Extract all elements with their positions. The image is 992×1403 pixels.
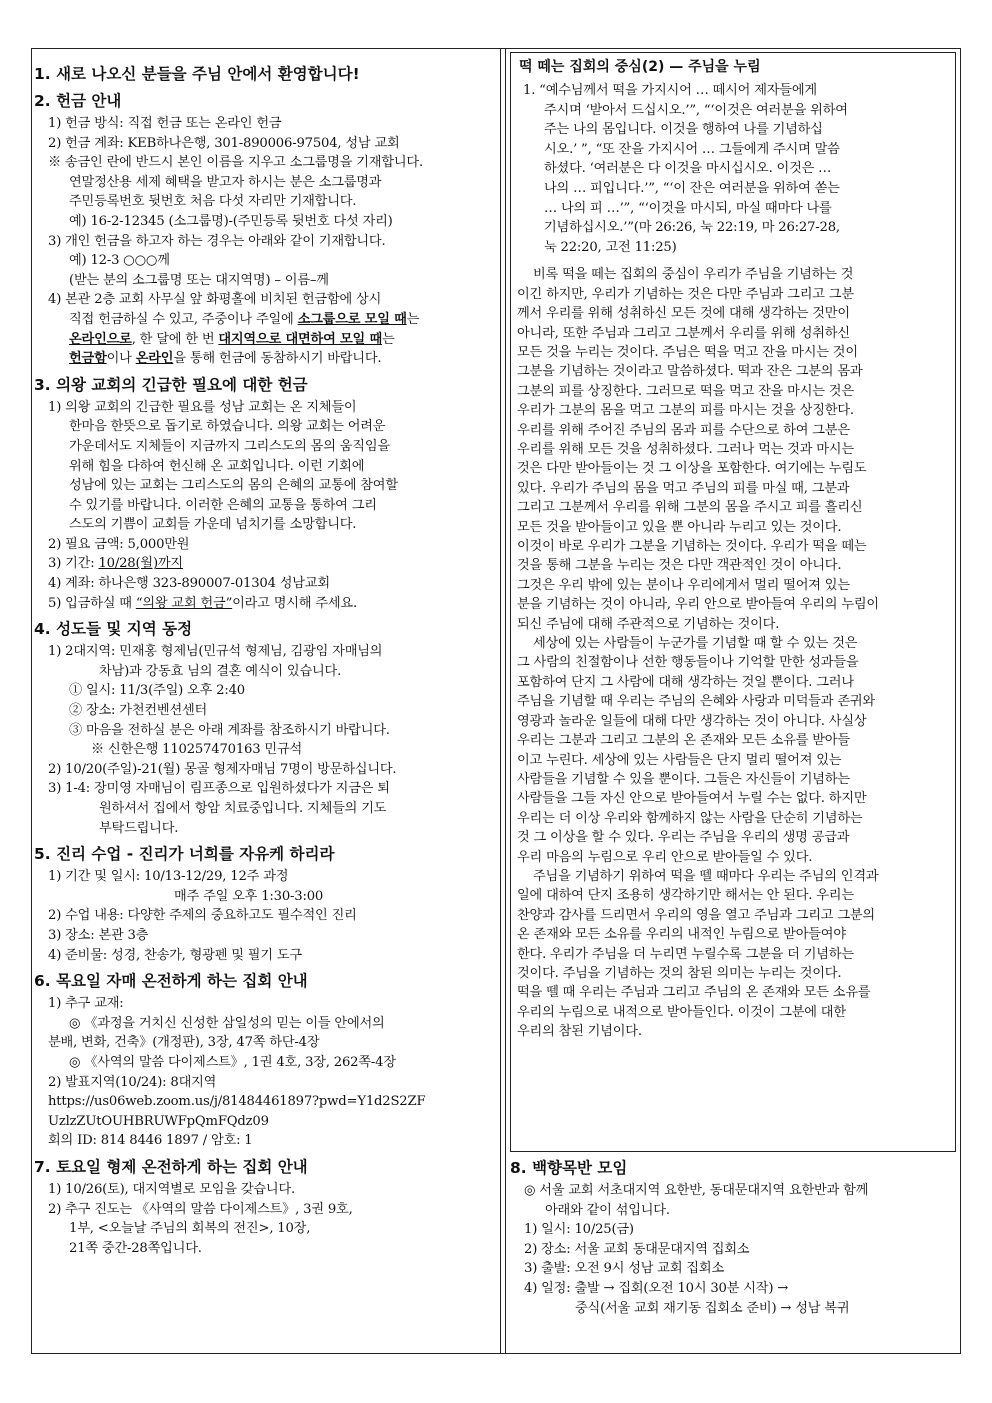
text-line: 3) 출발: 오전 9시 성남 교회 집회소	[524, 1261, 724, 1277]
text-line: 주는 나의 몸입니다. 이것을 행하여 나를 기념하십	[544, 122, 823, 138]
paragraph	[517, 634, 949, 867]
text-line: 우리의 누림으로 내적으로 받아들인다. 이것이 그분에 대한	[517, 1004, 846, 1020]
text-line: 3) 1-4: 장미영 자매님이 림프종으로 입원하셨다가 지금은 퇴	[48, 781, 390, 797]
text-line: 차남)과 강동효 님의 결혼 예식이 있습니다.	[99, 663, 342, 679]
text-line: 1) 의왕 교회의 긴급한 필요를 성남 교회는 온 지체들이	[48, 399, 357, 415]
emphasis-text: 대지역으로 대면하여 모일 때	[218, 331, 383, 347]
text-line: 찬양과 감사를 드리면서 우리의 영을 열고 주님과 그리고 그분의	[517, 907, 875, 923]
text-line: 회의 ID: 814 8446 1897 / 암호: 1	[48, 1133, 253, 1149]
text-line: 가운데서도 지체들이 지금까지 그리스도의 몸의 움직임을	[69, 438, 390, 454]
text-line: 1) 기간 및 일시: 10/13-12/29, 12주 과정	[48, 869, 289, 885]
text-line: 예) 12-3 ○○○께	[69, 253, 170, 269]
text-line: 그분의 피를 상징한다. 그러므로 떡을 먹고 잔을 마시는 것은	[517, 383, 854, 399]
text-line: 우리는 더 이상 우리와 함께하지 않는 사람을 단순히 기념하는	[517, 810, 863, 826]
text-line: 모든 것을 받아들이고 있을 뿐 아니라 누리고 있는 것이다.	[517, 519, 842, 535]
text-line: 2) 추구 진도는 《사역의 말씀 다이제스트》, 3권 9호,	[48, 1201, 353, 1217]
text-line: 포함하여 단지 그 사람에 대해 생각하는 것일 뿐이다. 그러나	[517, 674, 854, 690]
text-line: 1) 2대지역: 민재홍 형제님(민규석 형제님, 김광임 자매님의	[48, 644, 383, 660]
text-line: 2) 발표지역(10/24): 8대지역	[48, 1074, 217, 1090]
text-run: 는	[382, 331, 395, 347]
emphasis-text: 온라인	[135, 351, 174, 367]
text-line: 떡을 뗄 때 우리는 주님과 그리고 주님의 온 존재와 모든 소유를	[517, 985, 871, 1001]
text-line: 3) 장소: 본관 3층	[48, 927, 149, 943]
text-line: 1. “예수님께서 떡을 가지시어 … 떼시어 제자들에게	[523, 83, 817, 98]
text-line: 그리고 그분께서 우리를 위해 그분의 몸을 주시고 피를 흘리신	[517, 500, 863, 516]
text-line: 눅 22:20, 고전 11:25)	[544, 239, 677, 255]
text-line: 연말정산용 세제 혜택을 받고자 하시는 분은 소그룹명과	[69, 174, 382, 190]
section-title: 5. 진리 수업 - 진리가 너희를 자유케 하리라	[34, 845, 335, 864]
text-run: 직접 헌금하실 수 있고, 주중이나 주일에	[69, 311, 294, 327]
text-line: 세상에 있는 사람들이 누군가를 기념할 때 할 수 있는 것은	[533, 636, 858, 652]
text-run: 을 통해 헌금에 동참하시기 바랍니다.	[173, 351, 382, 367]
section-title: 6. 목요일 자매 온전하게 하는 집회 안내	[34, 972, 308, 991]
emphasis-text: “의왕 교회 헌금”	[135, 595, 233, 611]
text-line: 사람들을 그들 자신 안으로 받아들여서 누릴 수는 없다. 하지만	[517, 791, 867, 807]
text-line: 분을 기념하는 것이 아니라, 우리 안으로 받아들여 우리의 누림이	[517, 597, 879, 613]
text-line: 수 있기를 바랍니다. 이러한 은혜의 교통을 통하여 그리	[69, 497, 377, 513]
section-sisters-meeting	[34, 971, 496, 1151]
text-line: 4) 본관 2층 교회 사무실 앞 화평홀에 비치된 헌금함에 상시	[48, 292, 382, 308]
text-line: 한마음 한뜻으로 돕기로 하였습니다. 의왕 교회는 어려운	[69, 419, 386, 435]
section-welcome	[34, 64, 496, 85]
section-brothers-meeting	[34, 1157, 496, 1258]
text-line: 위해 힘을 다하여 헌신해 온 교회입니다. 이런 기회에	[69, 458, 365, 474]
text-line: 1) 헌금 방식: 직접 헌금 또는 온라인 헌금	[48, 116, 282, 131]
text-line: 성남에 있는 교회는 그리스도의 몸의 은혜의 교통에 참여할	[69, 478, 398, 494]
text-line: ※ 송금인 란에 반드시 본인 이름을 지우고 소그룹명을 기재합니다.	[48, 155, 423, 171]
text-line: 1) 추구 교재:	[48, 996, 124, 1012]
text-line: 주민등록번호 뒷번호 처음 다섯 자리만 기재합니다.	[69, 194, 357, 210]
section-title: 3. 의왕 교회의 긴급한 필요에 대한 헌금	[34, 375, 308, 394]
text-line: 하셨다. ‘여러분은 다 이것을 마시십시오. 이것은 …	[544, 161, 832, 177]
text-run: 이라고 명시해 주세요.	[232, 595, 357, 611]
text-line: 2) 헌금 계좌: KEB하나은행, 301-890006-97504, 성남 교회	[48, 135, 400, 151]
bread-breaking-box	[510, 52, 956, 1152]
section-truth-class	[34, 844, 496, 965]
text-line: 주님을 기념할 때 우리는 주님의 은혜와 사랑과 미덕들과 존귀와	[517, 694, 875, 710]
text-line	[34, 330, 496, 350]
text-line: 일에 대하여 단지 조용히 생각하기만 해서는 안 된다. 우리는	[517, 888, 854, 904]
text-line: 기념하십시오.’”(마 26:26, 눅 22:19, 마 26:27-28,	[544, 220, 840, 236]
section-title: 1. 새로 나오신 분들을 주님 안에서 환영합니다!	[34, 65, 360, 83]
text-line: 2) 수업 내용: 다양한 주제의 중요하고도 필수적인 진리	[48, 908, 357, 924]
text-line: 주님을 기념하기 위하여 떡을 뗄 때마다 우리는 주님의 인격과	[533, 868, 879, 884]
text-run: 이나	[106, 351, 132, 367]
text-line: 것을 통해 그분을 누리는 것은 다만 객관적인 것이 아니다.	[517, 558, 842, 574]
text-run: 3) 기간:	[48, 556, 99, 572]
emphasis-text: 헌금함	[69, 351, 107, 367]
zoom-link[interactable]: UzlzZUtOUHBRUWFpQmFQdz09	[48, 1113, 269, 1129]
text-line: 이긴 하지만, 우리가 기념하는 것은 다만 주님과 그리고 그분	[517, 286, 854, 302]
text-line: 4) 준비물: 성경, 찬송가, 형광펜 및 필기 도구	[48, 947, 302, 963]
text-line: 우리를 위해 모든 것을 성취하셨다. 그러나 먹는 것과 마시는	[517, 442, 854, 457]
text-line: 우리를 위해 주어진 주님의 몸과 피를 수단으로 하여 그분은	[517, 422, 850, 438]
column-divider	[505, 48, 506, 1354]
section-offering	[34, 91, 496, 369]
text-line: 그 사람의 친절함이나 선한 행동들이나 기억할 만한 성과들을	[517, 655, 859, 671]
text-run: 5) 입금하실 때	[48, 595, 136, 611]
text-line: 비록 떡을 떼는 집회의 중심이 우리가 주님을 기념하는 것	[533, 267, 854, 283]
text-line: ① 일시: 11/3(주일) 오후 2:40	[69, 683, 245, 699]
text-line: 우리 마음의 누림으로 우리 안으로 받아들일 수 있다.	[517, 849, 813, 865]
text-line	[34, 310, 496, 330]
text-line	[34, 594, 496, 614]
text-line: ② 장소: 가천컨벤션센터	[69, 703, 208, 719]
text-line	[34, 554, 496, 574]
text-line: 원하셔서 집에서 항암 치료중입니다. 지체들의 기도	[99, 801, 387, 816]
text-line: ※ 신한은행 110257470163 민규석	[91, 742, 303, 758]
text-line: 온 존재와 모든 소유를 우리의 내적인 누림으로 받아들여야	[517, 927, 846, 943]
section-title: 8. 백향목반 모임	[510, 1159, 628, 1177]
section-cedar-class	[510, 1158, 956, 1318]
text-line: 중식(서울 교회 재기동 집회소 준비) → 성남 복귀	[575, 1300, 850, 1316]
text-line: 예) 16-2-12345 (소그룹명)-(주민등록 뒷번호 다섯 자리)	[69, 213, 393, 229]
emphasis-text: 10/28(월)까지	[98, 556, 183, 572]
text-line: 께서 우리를 위해 성취하신 모든 것에 대해 생각하는 것만이	[517, 306, 850, 322]
text-line: 1) 10/26(토), 대지역별로 모임을 갖습니다.	[48, 1181, 295, 1197]
section-title: 7. 토요일 형제 온전하게 하는 집회 안내	[34, 1157, 308, 1176]
text-line: 2) 10/20(주일)-21(월) 몽골 형제자매님 7명이 방문하십니다.	[48, 761, 397, 777]
text-run: 는	[406, 311, 420, 327]
text-line	[34, 349, 496, 369]
text-line: 부탁드립니다.	[99, 820, 179, 836]
section-title: 4. 성도들 및 지역 동정	[34, 620, 193, 639]
text-line: 분배, 변화, 건축》(개정판), 3장, 47쪽 하단-4장	[48, 1035, 320, 1051]
text-line: 2) 필요 금액: 5,000만원	[48, 536, 190, 552]
text-line: 한다. 우리가 주님을 더 누리면 누릴수록 그분을 더 기념하는	[517, 946, 854, 962]
text-line: 1부, <오늘날 주님의 회복의 전진>, 10장,	[69, 1221, 311, 1237]
zoom-link[interactable]: https://us06web.zoom.us/j/81484461897?pwd=Y1d2S2ZF	[48, 1094, 426, 1110]
text-line: 것은 다만 받아들이는 것 그 이상을 포함한다. 여기에는 누림도	[517, 461, 867, 477]
text-line: 사람들을 기념할 수 있을 뿐이다. 그들은 자신들이 기념하는	[517, 771, 850, 787]
text-line: 4) 일정: 출발 → 집회(오전 10시 30분 시작) →	[524, 1280, 789, 1296]
text-line: 시오.’ ”, “또 잔을 가지시어 … 그들에게 주시며 말씀	[544, 141, 840, 157]
text-line: 주시며 ‘받아서 드십시오.’”, “‘이것은 여러분을 위하여	[544, 102, 848, 118]
text-line: 이고 누린다. 세상에 있는 사람들은 단지 멀리 떨어져 있는	[517, 752, 842, 768]
emphasis-text: 소그룹으로 모일 때	[297, 311, 407, 327]
text-line: 그분을 기념하는 것이라고 말씀하셨다. 떡과 잔은 그분의 몸과	[517, 364, 863, 380]
text-run: , 한 달에 한 번	[131, 331, 215, 347]
paragraph	[517, 265, 949, 634]
text-line: 것 그 이상을 할 수 있다. 우리는 주님을 우리의 생명 공급과	[517, 830, 850, 846]
column-divider	[500, 48, 501, 1354]
text-line: 우리의 참된 기념이다.	[517, 1024, 642, 1040]
text-line: 아니라, 또한 주님과 그리고 그분께서 우리를 위해 성취하신	[517, 325, 850, 341]
text-line: 4) 계좌: 하나은행 323-890007-01304 성남교회	[48, 576, 330, 592]
text-line: 되신 주님에 대해 주관적으로 기념하는 것이다.	[517, 616, 780, 632]
right-column	[510, 52, 956, 1318]
text-line: 모든 것을 누리는 것이다. 주님은 떡을 먹고 잔을 마시는 것이	[517, 344, 858, 360]
text-line: 것이다. 주님을 기념하는 것의 참된 의미는 누리는 것이다.	[517, 965, 842, 981]
text-line: 있다. 우리가 주님의 몸을 먹고 주님의 피를 마실 때, 그분과	[517, 480, 850, 496]
text-line: 스도의 기쁨이 교회들 가운데 넘치기를 소망합니다.	[69, 517, 357, 533]
text-line: 영광과 놀라운 일들에 대해 다만 생각하는 것이 아니다. 사실상	[517, 713, 867, 729]
text-line: 그것은 우리 밖에 있는 분이나 우리에게서 멀리 떨어져 있는	[517, 577, 850, 593]
scripture-quote	[517, 81, 949, 257]
section-news	[34, 619, 496, 838]
text-line: ◎ 《과정을 거치신 신성한 삼일성의 믿는 이들 안에서의	[69, 1015, 385, 1031]
text-line: (받는 분의 소그룹명 또는 대지역명) – 이름–께	[69, 272, 329, 288]
text-line: 나의 … 피입니다.’”, “‘이 잔은 여러분을 위하여 쏟는	[544, 180, 840, 196]
text-line: 2) 장소: 서울 교회 동대문대지역 집회소	[524, 1241, 750, 1257]
text-line: 이것이 바로 우리가 그분을 기념하는 것이다. 우리가 떡을 떼는	[517, 539, 867, 555]
text-line: 우리가 그분의 몸을 먹고 그분의 피를 마시는 것을 상징한다.	[517, 403, 854, 419]
text-line: 우리는 그분과 그리고 그분의 온 존재와 모든 소유를 받아들	[517, 733, 850, 749]
text-line: 아래와 같이 섞입니다.	[545, 1202, 670, 1218]
paragraph	[517, 867, 949, 1042]
text-line: 3) 개인 헌금을 하고자 하는 경우는 아래와 같이 기재합니다.	[48, 233, 386, 249]
text-line: ◎ 서울 교회 서초대지역 요한반, 동대문대지역 요한반과 함께	[524, 1183, 869, 1198]
text-line: ③ 마음을 전하실 분은 아래 계좌를 참조하시기 바랍니다.	[69, 722, 390, 738]
text-line: 21쪽 중간-28쪽입니다.	[69, 1240, 202, 1256]
text-line: 1) 일시: 10/25(금)	[524, 1222, 634, 1238]
section-uiwang-offering	[34, 375, 496, 614]
left-column	[34, 58, 496, 1258]
emphasis-text: 온라인으로	[69, 331, 132, 347]
box-title: 떡 떼는 집회의 중심(2) — 주님을 누림	[519, 59, 761, 75]
text-line: 매주 주일 오후 1:30-3:00	[174, 888, 324, 904]
text-line: ◎ 《사역의 말씀 다이제스트》, 1권 4호, 3장, 262쪽-4장	[69, 1054, 396, 1070]
text-line: … 나의 피 …’”, “‘이것을 마시되, 마실 때마다 나를	[544, 200, 832, 216]
section-title: 2. 헌금 안내	[34, 92, 122, 110]
